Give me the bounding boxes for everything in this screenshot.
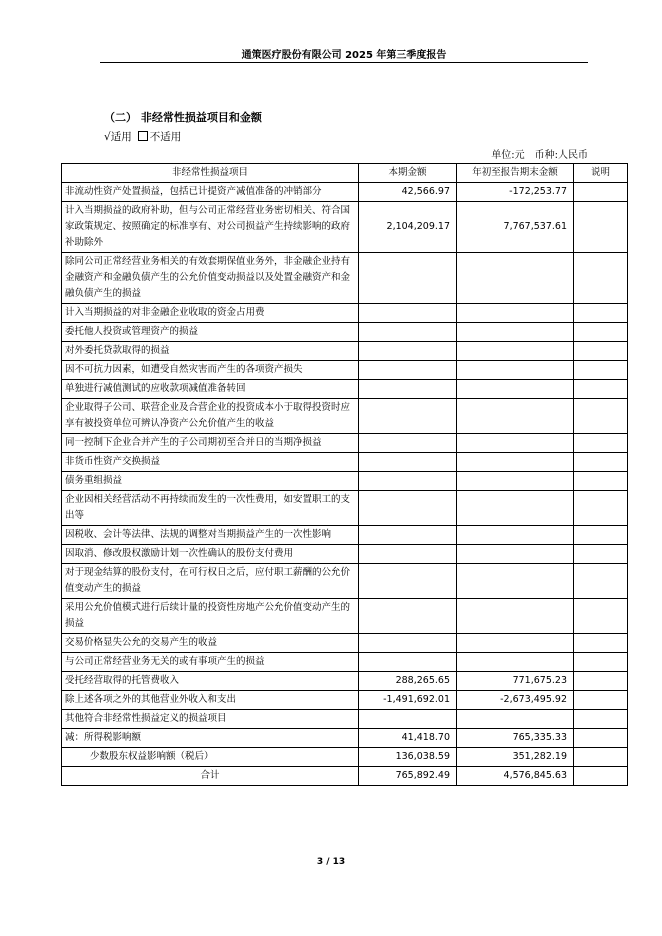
row-current-amount xyxy=(359,453,457,472)
row-note xyxy=(574,545,628,564)
row-item: 因税收、会计等法律、法规的调整对当期损益产生的一次性影响 xyxy=(62,526,359,545)
row-ytd-amount xyxy=(457,491,574,526)
row-note xyxy=(574,183,628,202)
row-current-amount xyxy=(359,434,457,453)
table-row xyxy=(62,323,628,342)
row-ytd-amount xyxy=(457,634,574,653)
row-current-amount: -1,491,692.01 xyxy=(359,691,457,710)
row-item: 与公司正常经营业务无关的或有事项产生的损益 xyxy=(62,653,359,672)
unit-label: 单位:元 xyxy=(491,150,525,161)
row-current-amount xyxy=(359,564,457,599)
row-ytd-amount xyxy=(457,361,574,380)
table-row xyxy=(62,304,628,323)
table-row xyxy=(62,253,628,304)
table-row xyxy=(62,202,628,253)
table-row xyxy=(62,361,628,380)
non-recurring-items-table xyxy=(61,163,628,786)
row-note xyxy=(574,710,628,729)
row-current-amount xyxy=(359,545,457,564)
row-current-amount: 288,265.65 xyxy=(359,672,457,691)
row-current-amount xyxy=(359,399,457,434)
row-item: 少数股东权益影响额（税后） xyxy=(62,748,359,767)
row-current-amount xyxy=(359,380,457,399)
row-note xyxy=(574,691,628,710)
row-item: 非流动性资产处置损益，包括已计提资产减值准备的冲销部分 xyxy=(62,183,359,202)
row-ytd-amount xyxy=(457,399,574,434)
currency-label: 币种:人民币 xyxy=(534,150,588,161)
row-note xyxy=(574,361,628,380)
row-note xyxy=(574,748,628,767)
not-applicable-label: 不适用 xyxy=(149,131,182,143)
row-item: 单独进行减值测试的应收款项减值准备转回 xyxy=(62,380,359,399)
table-row xyxy=(62,183,628,202)
header-current: 本期金额 xyxy=(359,164,457,183)
row-item: 交易价格显失公允的交易产生的收益 xyxy=(62,634,359,653)
row-note xyxy=(574,599,628,634)
table-row xyxy=(62,729,628,748)
table-row xyxy=(62,342,628,361)
table-row xyxy=(62,710,628,729)
row-ytd-amount: 771,675.23 xyxy=(457,672,574,691)
row-ytd-amount xyxy=(457,323,574,342)
row-item: 计入当期损益的政府补助，但与公司正常经营业务密切相关、符合国家政策规定、按照确定的标准享有、对公司损益产生持续影响的政府补助除外 xyxy=(62,202,359,253)
unchecked-box-icon xyxy=(138,131,148,141)
row-note xyxy=(574,767,628,786)
row-ytd-amount: 7,767,537.61 xyxy=(457,202,574,253)
table-header-row xyxy=(62,164,628,183)
row-note xyxy=(574,253,628,304)
row-note xyxy=(574,472,628,491)
row-ytd-amount: 765,335.33 xyxy=(457,729,574,748)
row-ytd-amount xyxy=(457,472,574,491)
table-row xyxy=(62,634,628,653)
row-item: 企业因相关经营活动不再持续而发生的一次性费用，如安置职工的支出等 xyxy=(62,491,359,526)
page-number: 3 / 13 xyxy=(316,857,346,867)
row-current-amount xyxy=(359,342,457,361)
row-ytd-amount xyxy=(457,564,574,599)
row-item: 对于现金结算的股份支付，在可行权日之后，应付职工薪酬的公允价值变动产生的损益 xyxy=(62,564,359,599)
table-row xyxy=(62,599,628,634)
table-row xyxy=(62,491,628,526)
row-current-amount xyxy=(359,361,457,380)
table-row xyxy=(62,564,628,599)
row-note xyxy=(574,491,628,526)
row-ytd-amount xyxy=(457,545,574,564)
row-current-amount xyxy=(359,472,457,491)
row-item: 除同公司正常经营业务相关的有效套期保值业务外，非金融企业持有金融资产和金融负债产生的公允价值变动损益以及处置金融资产和金融负债产生的损益 xyxy=(62,253,359,304)
row-item: 对外委托贷款取得的损益 xyxy=(62,342,359,361)
row-note xyxy=(574,399,628,434)
row-note xyxy=(574,304,628,323)
row-ytd-amount xyxy=(457,526,574,545)
row-note xyxy=(574,526,628,545)
table-row xyxy=(62,380,628,399)
table-row xyxy=(62,748,628,767)
row-note xyxy=(574,453,628,472)
row-note xyxy=(574,672,628,691)
row-ytd-amount: 351,282.19 xyxy=(457,748,574,767)
table-row xyxy=(62,672,628,691)
row-note xyxy=(574,342,628,361)
row-current-amount: 41,418.70 xyxy=(359,729,457,748)
header-ytd: 年初至报告期末金额 xyxy=(457,164,574,183)
applicability-line xyxy=(104,129,181,144)
row-item: 因不可抗力因素，如遭受自然灾害而产生的各项资产损失 xyxy=(62,361,359,380)
row-note xyxy=(574,434,628,453)
row-item: 同一控制下企业合并产生的子公司期初至合并日的当期净损益 xyxy=(62,434,359,453)
row-item: 委托他人投资或管理资产的损益 xyxy=(62,323,359,342)
row-item: 企业取得子公司、联营企业及合营企业的投资成本小于取得投资时应享有被投资单位可辨认净资产公允价值产生的收益 xyxy=(62,399,359,434)
unit-line xyxy=(491,146,588,161)
table-row xyxy=(62,399,628,434)
row-note xyxy=(574,202,628,253)
table-total-row xyxy=(62,767,628,786)
header-note: 说明 xyxy=(574,164,628,183)
row-ytd-amount xyxy=(457,599,574,634)
row-ytd-amount xyxy=(457,253,574,304)
row-current-amount xyxy=(359,710,457,729)
row-note xyxy=(574,380,628,399)
header-item: 非经常性损益项目 xyxy=(62,164,359,183)
table-row xyxy=(62,653,628,672)
row-item: 受托经营取得的托管费收入 xyxy=(62,672,359,691)
table-row xyxy=(62,526,628,545)
row-ytd-amount xyxy=(457,342,574,361)
row-ytd-amount: -2,673,495.92 xyxy=(457,691,574,710)
row-ytd-amount xyxy=(457,453,574,472)
row-item: 合计 xyxy=(62,767,359,786)
row-ytd-amount: -172,253.77 xyxy=(457,183,574,202)
row-current-amount xyxy=(359,634,457,653)
row-current-amount: 136,038.59 xyxy=(359,748,457,767)
row-item: 其他符合非经常性损益定义的损益项目 xyxy=(62,710,359,729)
applicable-checked: √适用 xyxy=(104,131,132,143)
row-current-amount xyxy=(359,253,457,304)
table-row xyxy=(62,691,628,710)
table-row xyxy=(62,453,628,472)
row-current-amount: 42,566.97 xyxy=(359,183,457,202)
row-note xyxy=(574,564,628,599)
row-note xyxy=(574,729,628,748)
table-row xyxy=(62,472,628,491)
header-rule xyxy=(100,62,588,63)
row-item: 除上述各项之外的其他营业外收入和支出 xyxy=(62,691,359,710)
row-current-amount xyxy=(359,323,457,342)
row-item: 非货币性资产交换损益 xyxy=(62,453,359,472)
row-ytd-amount: 4,576,845.63 xyxy=(457,767,574,786)
row-note xyxy=(574,653,628,672)
row-current-amount xyxy=(359,653,457,672)
row-current-amount: 2,104,209.17 xyxy=(359,202,457,253)
row-ytd-amount xyxy=(457,710,574,729)
row-current-amount xyxy=(359,526,457,545)
report-header: 通策医疗股份有限公司 2025 年第三季度报告 xyxy=(241,50,447,61)
row-ytd-amount xyxy=(457,304,574,323)
row-current-amount: 765,892.49 xyxy=(359,767,457,786)
row-item: 采用公允价值模式进行后续计量的投资性房地产公允价值变动产生的损益 xyxy=(62,599,359,634)
row-item: 债务重组损益 xyxy=(62,472,359,491)
row-ytd-amount xyxy=(457,434,574,453)
row-current-amount xyxy=(359,491,457,526)
table-row xyxy=(62,545,628,564)
row-item: 因取消、修改股权激励计划一次性确认的股份支付费用 xyxy=(62,545,359,564)
row-current-amount xyxy=(359,304,457,323)
row-item: 减：所得税影响额 xyxy=(62,729,359,748)
row-item: 计入当期损益的对非金融企业收取的资金占用费 xyxy=(62,304,359,323)
row-ytd-amount xyxy=(457,380,574,399)
section-title: （二） 非经常性损益项目和金额 xyxy=(104,111,262,124)
row-ytd-amount xyxy=(457,653,574,672)
table-row xyxy=(62,434,628,453)
row-note xyxy=(574,323,628,342)
row-note xyxy=(574,634,628,653)
row-current-amount xyxy=(359,599,457,634)
